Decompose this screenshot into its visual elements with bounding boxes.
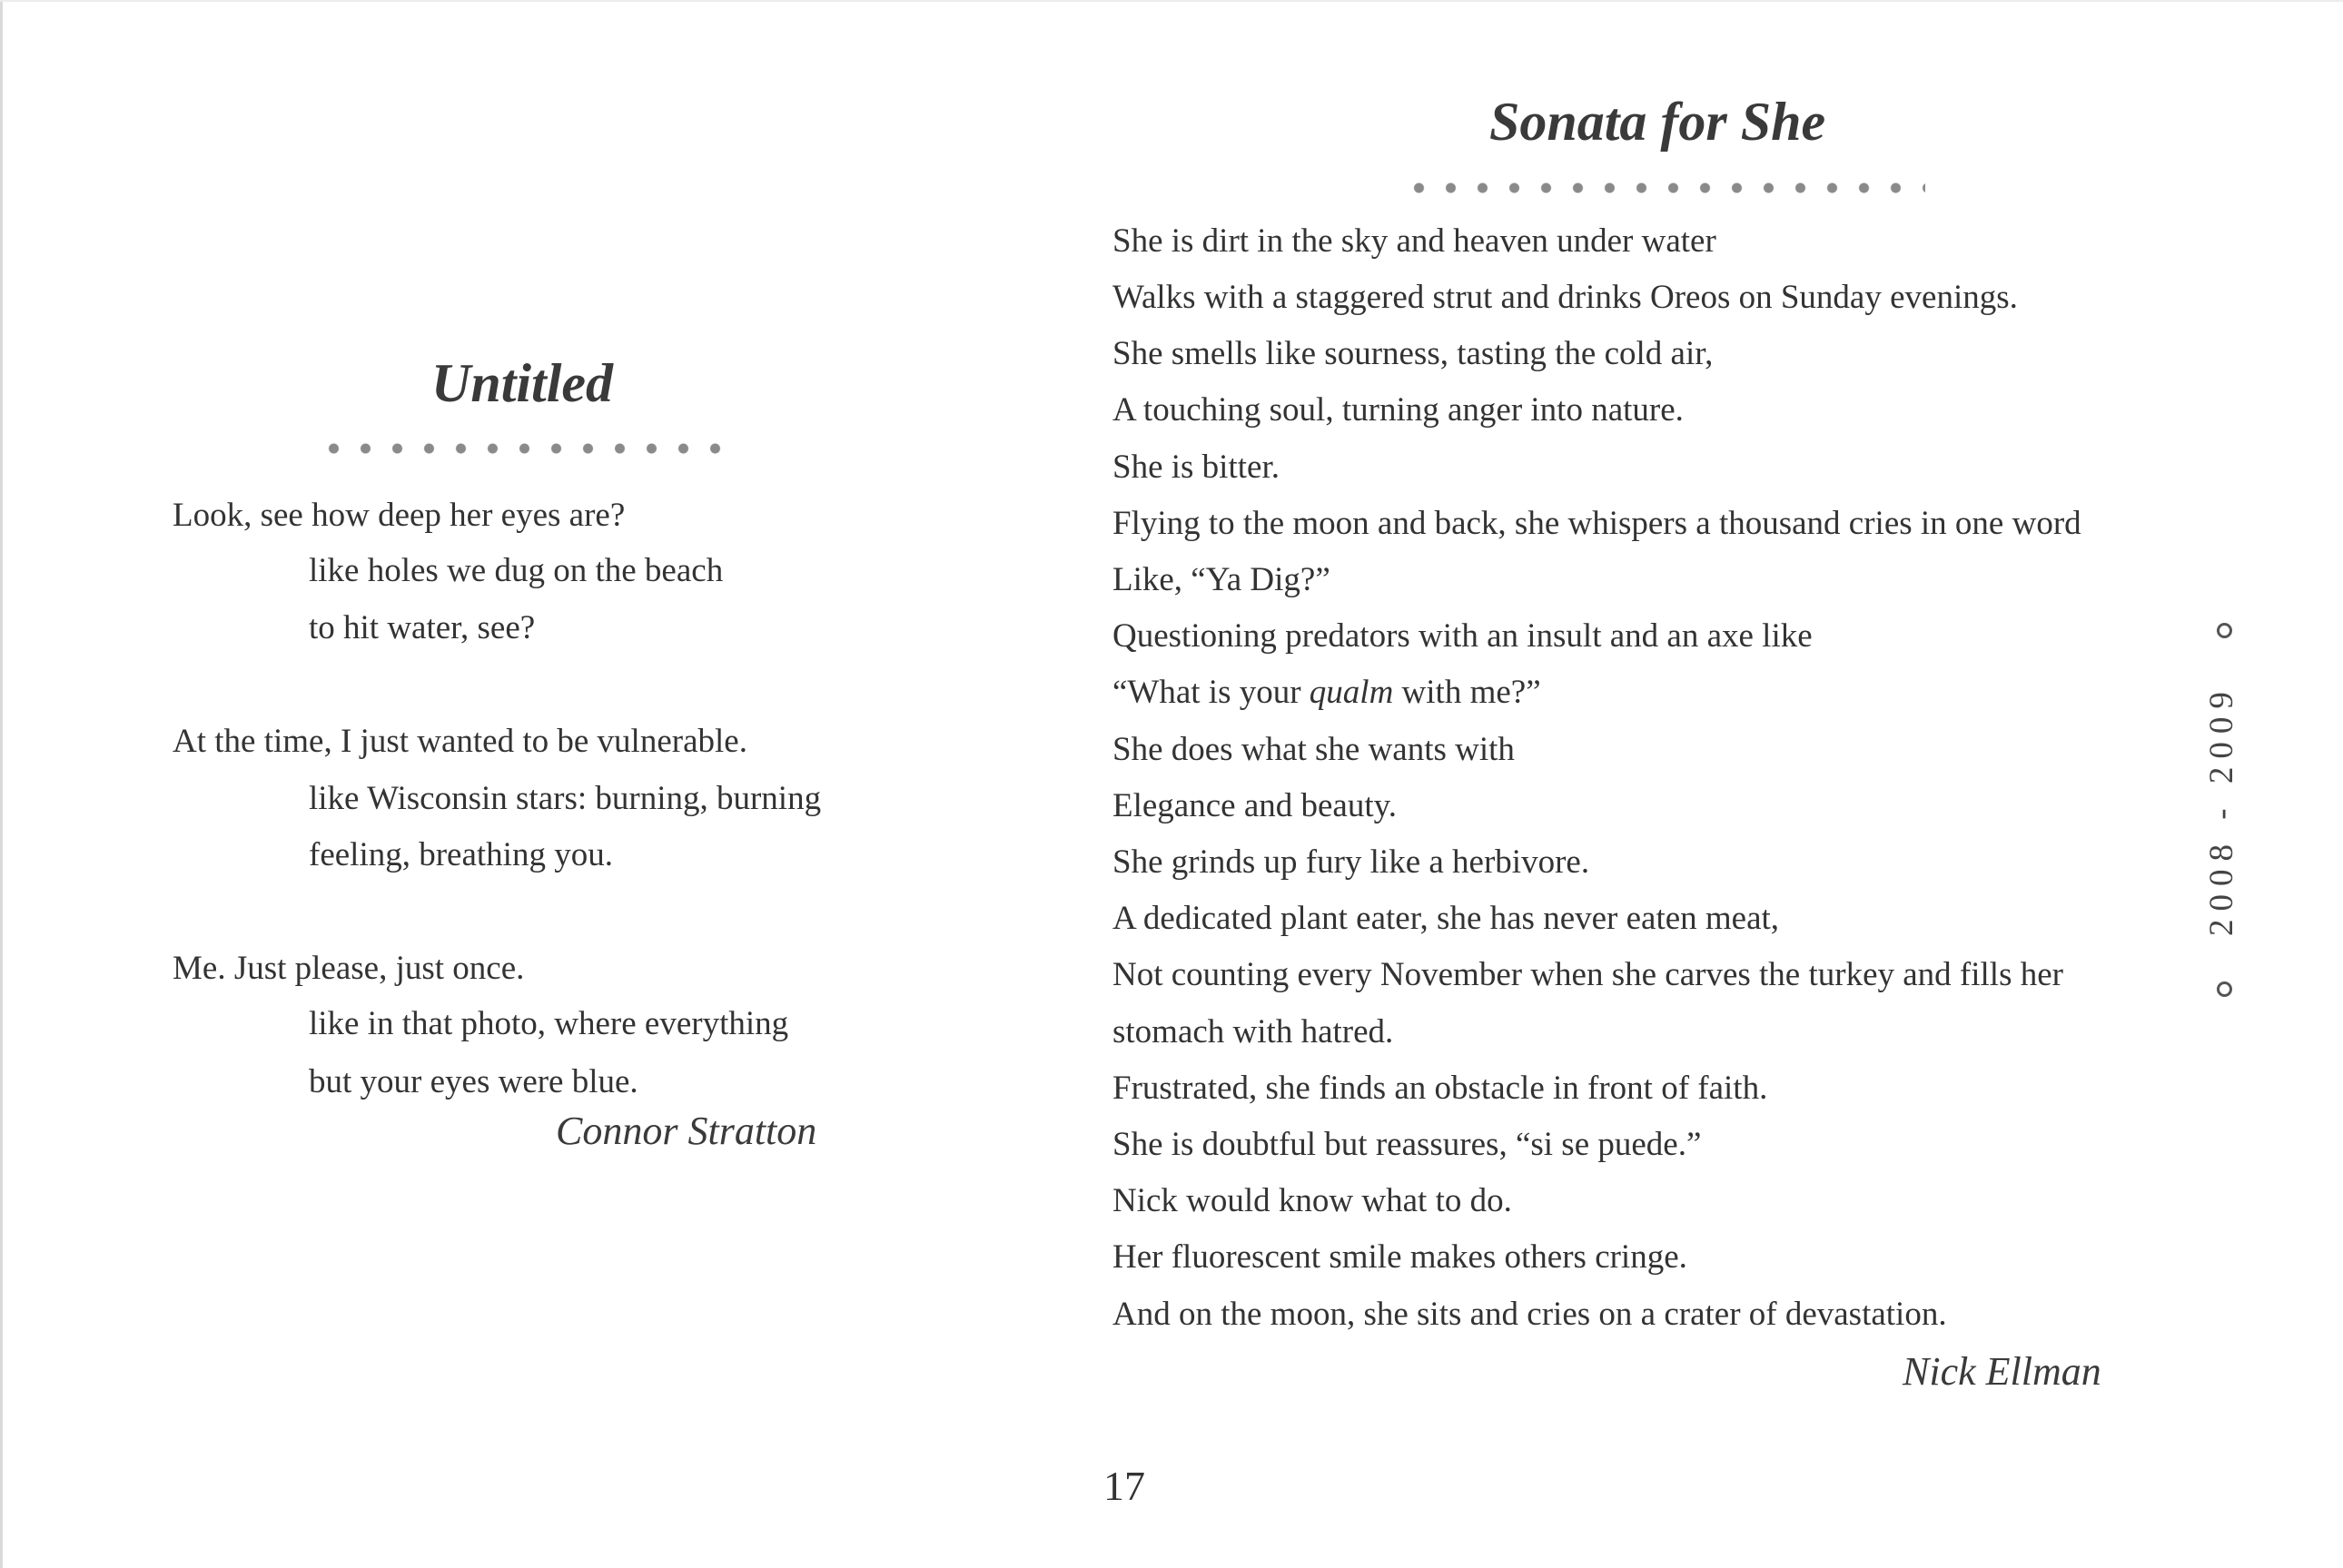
right-poem-line: Walks with a staggered strut and drinks Oreos on Sunday evenings. [1112,279,2018,316]
left-poem-line: like holes we dug on the beach [309,552,724,589]
right-poem-line: She smells like sourness, tasting the cold air, [1112,335,1714,372]
right-poem-line: Nick would know what to do. [1112,1182,1512,1219]
right-poem-line: Elegance and beauty. [1112,787,1397,824]
right-poem-line: A dedicated plant eater, she has never eaten meat, [1112,900,1780,937]
left-poem-line: Me. Just please, just once. [173,950,525,987]
right-poem-line: She grinds up fury like a herbivore. [1112,843,1590,881]
right-poem-line-qualm [1112,673,1541,712]
right-poem-line: She does what she wants with [1112,731,1515,768]
circle-icon [2217,981,2232,997]
right-poem-line: Not counting every November when she carves the turkey and fills her [1112,956,2063,993]
qualm-line-start: “What is your [1112,674,1310,711]
page-edge [0,0,3,1568]
left-poem-line: Look, see how deep her eyes are? [173,497,626,534]
right-poem-line: Flying to the moon and back, she whispers a thousand cries in one word [1112,505,2081,542]
side-year-label [2202,577,2241,1042]
qualm-line-end: with me?” [1393,674,1541,711]
right-poem-body [1112,0,2202,1407]
right-poem-line: She is doubtful but reassures, “si se puede.” [1112,1126,1702,1163]
right-poem-title: Sonata for She [1489,92,1826,152]
right-poem-author: Nick Ellman [1903,1349,2101,1394]
right-poem-line: She is bitter. [1112,449,1280,486]
page-number: 17 [1103,1463,1145,1509]
qualm-emphasis: qualm [1309,674,1394,711]
right-poem-line: Frustrated, she finds an obstacle in front of faith. [1112,1070,1768,1107]
left-poem-body [173,0,990,1271]
left-poem-author: Connor Stratton [556,1109,817,1153]
right-poem-line: She is dirt in the sky and heaven under water [1112,222,1716,260]
right-poem-line: stomach with hatred. [1112,1013,1394,1050]
left-poem-line: feeling, breathing you. [309,836,613,873]
right-poem-line: Like, “Ya Dig?” [1112,561,1330,598]
left-poem-line: like in that photo, where everything [309,1005,789,1042]
left-poem-title: Untitled [431,353,614,413]
side-year-text: 2008 - 2009 [2203,684,2240,936]
left-poem-line: At the time, I just wanted to be vulnerable. [173,723,747,760]
right-poem-line: Her fluorescent smile makes others cringe. [1112,1238,1687,1276]
right-poem-line: And on the moon, she sits and cries on a crater of devastation. [1112,1296,1947,1333]
left-poem-line: to hit water, see? [309,609,536,646]
circle-icon [2217,623,2232,638]
right-poem-line: Questioning predators with an insult and an axe like [1112,617,1813,655]
right-poem-line: A touching soul, turning anger into nature. [1112,391,1684,429]
left-poem-line: but your eyes were blue. [309,1063,638,1100]
left-poem-line: like Wisconsin stars: burning, burning [309,780,822,817]
